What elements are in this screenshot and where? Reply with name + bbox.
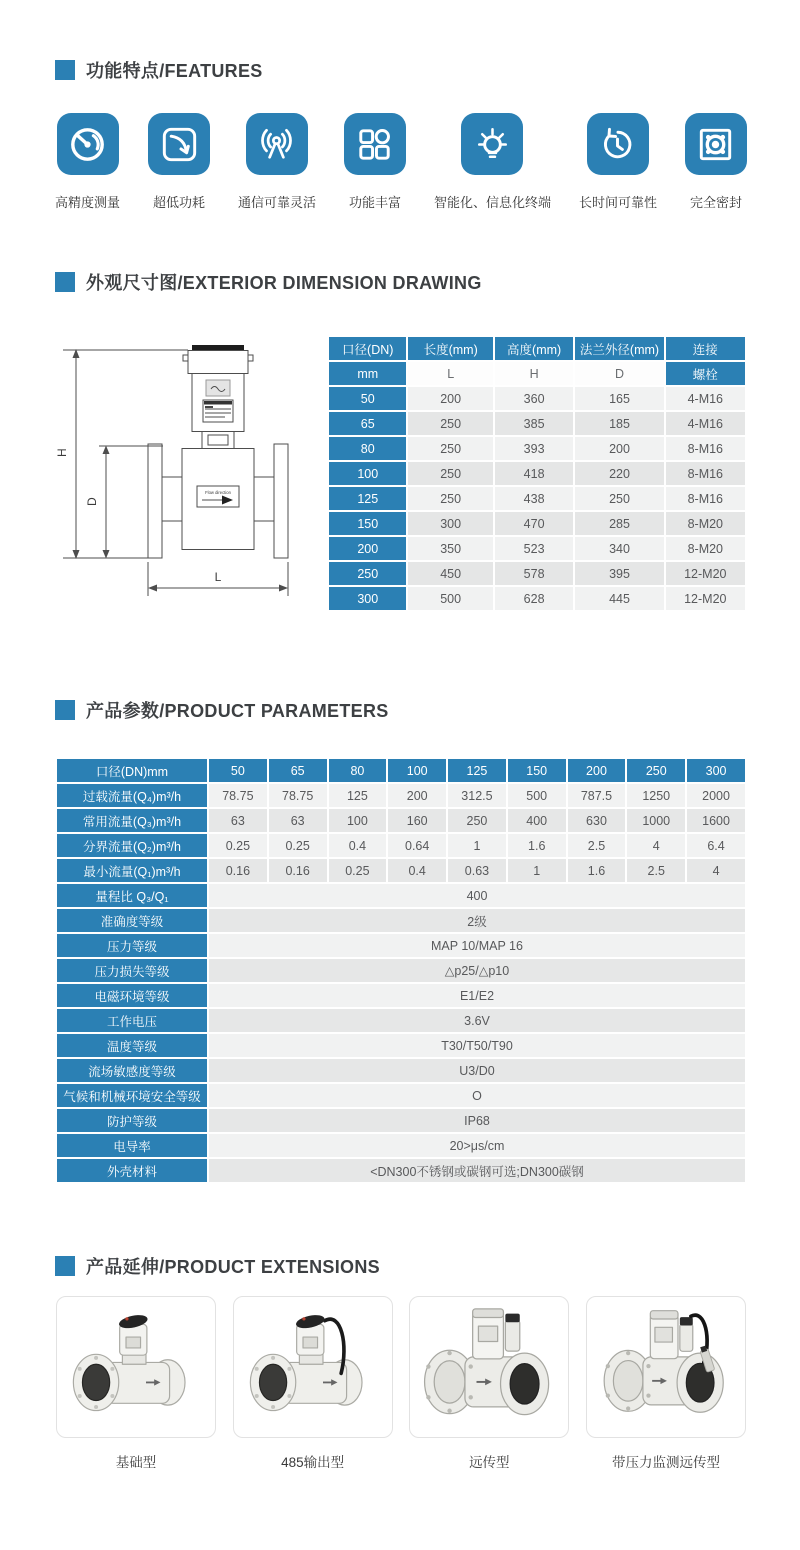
bolts-cell: 8-M16 [666, 437, 745, 460]
flow-cell: 125 [329, 784, 387, 807]
product-photo-frame [233, 1296, 393, 1438]
flow-cell: 2.5 [627, 859, 685, 882]
feature-item [238, 113, 316, 211]
spec-row-label: 流场敏感度等级 [57, 1059, 207, 1082]
header-cell: D [575, 362, 663, 385]
flow-cell: 1.6 [568, 859, 626, 882]
flow-cell: 6.4 [687, 834, 745, 857]
dn-header-cell: 300 [687, 759, 745, 782]
flow-cell: 0.4 [388, 859, 446, 882]
feature-item [344, 113, 406, 211]
flange-cell: 220 [575, 462, 663, 485]
parameters-section-header [55, 697, 389, 723]
spec-row-label: 防护等级 [57, 1109, 207, 1132]
header-cell: 法兰外径(mm) [575, 337, 663, 360]
flow-cell: 63 [269, 809, 327, 832]
dn-header-cell: 150 [508, 759, 566, 782]
feature-label: 通信可靠灵活 [237, 195, 316, 210]
product-card [232, 1296, 394, 1471]
bolts-cell: 8-M20 [666, 537, 745, 560]
feature-label: 超低功耗 [152, 195, 205, 210]
parameters-header-row [57, 759, 745, 782]
spec-row [57, 959, 745, 982]
section-bullet [55, 700, 75, 720]
flow-meter-remote-illustration [416, 1305, 562, 1430]
bolts-cell: 12-M20 [666, 562, 745, 585]
clock-refresh-icon [587, 113, 649, 175]
flow-row [57, 834, 745, 857]
height-cell: 393 [495, 437, 574, 460]
flow-row-label: 分界流量(Q₂)m³/h [57, 834, 207, 857]
dn-cell: 80 [329, 437, 406, 460]
bolts-cell: 4-M16 [666, 412, 745, 435]
diameter-header-cell: 口径(DN)mm [57, 759, 207, 782]
header-cell: 高度(mm) [495, 337, 574, 360]
flow-cell: 2000 [687, 784, 745, 807]
height-cell: 578 [495, 562, 574, 585]
flow-cell: 4 [627, 834, 685, 857]
flange-cell: 445 [575, 587, 663, 610]
bolts-cell: 8-M16 [666, 487, 745, 510]
flow-cell: 0.16 [209, 859, 267, 882]
bulb-icon [461, 113, 523, 175]
dn-header-cell: 80 [329, 759, 387, 782]
height-cell: 438 [495, 487, 574, 510]
flow-cell: 0.25 [209, 834, 267, 857]
height-cell: 418 [495, 462, 574, 485]
height-cell: 360 [495, 387, 574, 410]
extensions-row [55, 1296, 747, 1471]
spec-row-value: 400 [209, 884, 745, 907]
feature-label: 智能化、信息化终端 [433, 195, 551, 210]
feature-item [148, 113, 210, 211]
feature-item [579, 113, 657, 211]
dimension-table-row [329, 487, 745, 510]
dn-cell: 250 [329, 562, 406, 585]
spec-row [57, 1159, 745, 1182]
spec-row-value: △p25/△p10 [209, 959, 745, 982]
flow-cell: 312.5 [448, 784, 506, 807]
dn-cell: 125 [329, 487, 406, 510]
flow-cell: 500 [508, 784, 566, 807]
product-card [585, 1296, 747, 1471]
spec-row-value: 3.6V [209, 1009, 745, 1032]
flow-direction-label: Flow direction [205, 490, 231, 495]
low-power-icon [148, 113, 210, 175]
section-bullet [55, 60, 75, 80]
height-cell: 470 [495, 512, 574, 535]
dn-header-cell: 65 [269, 759, 327, 782]
spec-row-value: U3/D0 [209, 1059, 745, 1082]
spec-row-value: T30/T50/T90 [209, 1034, 745, 1057]
spec-row-value: 2级 [209, 909, 745, 932]
spec-row-label: 外壳材料 [57, 1159, 207, 1182]
feature-label: 高精度测量 [55, 195, 121, 210]
flow-cell: 78.75 [209, 784, 267, 807]
dn-header-cell: 250 [627, 759, 685, 782]
spec-row-value: E1/E2 [209, 984, 745, 1007]
spec-row [57, 1009, 745, 1032]
product-photo-frame [56, 1296, 216, 1438]
dn-cell: 65 [329, 412, 406, 435]
length-cell: 450 [408, 562, 492, 585]
bolts-cell: 12-M20 [666, 587, 745, 610]
spec-row-label: 压力等级 [57, 934, 207, 957]
dimension-table-row [329, 437, 745, 460]
length-cell: 350 [408, 537, 492, 560]
spec-row-value: IP68 [209, 1109, 745, 1132]
dimension-table-row [329, 512, 745, 535]
extensions-title: 产品延伸/PRODUCT EXTENSIONS [86, 1257, 380, 1277]
section-bullet [55, 1256, 75, 1276]
product-label: 远传型 [469, 1455, 510, 1470]
flange-cell: 200 [575, 437, 663, 460]
header-cell: 长度(mm) [408, 337, 492, 360]
spec-row [57, 1059, 745, 1082]
section-bullet [55, 272, 75, 292]
flow-meter-485-illustration [244, 1308, 382, 1426]
dn-cell: 50 [329, 387, 406, 410]
dn-header-cell: 200 [568, 759, 626, 782]
spec-row [57, 1134, 745, 1157]
dimension-table-row [329, 387, 745, 410]
sealed-icon [685, 113, 747, 175]
dn-cell: 200 [329, 537, 406, 560]
spec-row [57, 984, 745, 1007]
flow-row-label: 最小流量(Q₁)m³/h [57, 859, 207, 882]
header-cell: 连接 [666, 337, 745, 360]
flow-cell: 0.4 [329, 834, 387, 857]
flow-row [57, 784, 745, 807]
dn-header-cell: 50 [209, 759, 267, 782]
spec-row-value: 20>μs/cm [209, 1134, 745, 1157]
dimension-table-row [329, 462, 745, 485]
dn-cell: 300 [329, 587, 406, 610]
flow-row [57, 809, 745, 832]
height-cell: 628 [495, 587, 574, 610]
spec-row-label: 温度等级 [57, 1034, 207, 1057]
spec-row [57, 909, 745, 932]
dimension-table-row [329, 562, 745, 585]
dimension-table [327, 335, 747, 612]
length-cell: 250 [408, 437, 492, 460]
flow-row-label: 过载流量(Q₄)m³/h [57, 784, 207, 807]
flow-meter-pressure-remote-illustration [596, 1307, 736, 1427]
spec-row [57, 934, 745, 957]
header-cell: 螺栓 [666, 362, 745, 385]
flow-row [57, 859, 745, 882]
flow-cell: 2.5 [568, 834, 626, 857]
flow-cell: 4 [687, 859, 745, 882]
antenna-icon [246, 113, 308, 175]
length-cell: 250 [408, 487, 492, 510]
flow-cell: 630 [568, 809, 626, 832]
flow-meter-basic-illustration [67, 1308, 205, 1426]
dn-cell: 150 [329, 512, 406, 535]
flow-cell: 0.63 [448, 859, 506, 882]
spec-row-value: <DN300不锈钢或碳钢可选;DN300碳钢 [209, 1159, 745, 1182]
flow-cell: 1 [508, 859, 566, 882]
spec-row [57, 1109, 745, 1132]
dimensions-area [55, 326, 747, 618]
spec-row-value: O [209, 1084, 745, 1107]
flow-cell: 250 [448, 809, 506, 832]
feature-item [685, 113, 747, 211]
spec-row [57, 884, 745, 907]
features-section-header [55, 57, 263, 83]
flow-cell: 0.25 [329, 859, 387, 882]
flow-cell: 100 [329, 809, 387, 832]
spec-row-label: 量程比 Q₃/Q₁ [57, 884, 207, 907]
spec-row-value: MAP 10/MAP 16 [209, 934, 745, 957]
flow-cell: 78.75 [269, 784, 327, 807]
flow-cell: 0.25 [269, 834, 327, 857]
spec-row [57, 1034, 745, 1057]
feature-item [55, 113, 120, 211]
dim-label-l: L [214, 570, 222, 584]
feature-label: 长时间可靠性 [578, 195, 657, 210]
dimension-table-subheader-row [329, 362, 745, 385]
extensions-section-header [55, 1253, 380, 1279]
parameters-title: 产品参数/PRODUCT PARAMETERS [86, 701, 389, 721]
dn-header-cell: 100 [388, 759, 446, 782]
spec-row-label: 电导率 [57, 1134, 207, 1157]
bolts-cell: 4-M16 [666, 387, 745, 410]
flange-cell: 185 [575, 412, 663, 435]
dn-header-cell: 125 [448, 759, 506, 782]
length-cell: 500 [408, 587, 492, 610]
spec-row-label: 电磁环境等级 [57, 984, 207, 1007]
product-label: 485输出型 [281, 1455, 345, 1470]
spec-row-label: 压力损失等级 [57, 959, 207, 982]
dimensions-title: 外观尺寸图/EXTERIOR DIMENSION DRAWING [86, 273, 482, 293]
flange-cell: 250 [575, 487, 663, 510]
dimension-table-row [329, 537, 745, 560]
length-cell: 250 [408, 412, 492, 435]
dimension-table-row [329, 587, 745, 610]
bolts-cell: 8-M16 [666, 462, 745, 485]
modules-icon [344, 113, 406, 175]
dim-label-d: D [85, 497, 99, 506]
product-label: 基础型 [115, 1455, 157, 1470]
flow-cell: 0.64 [388, 834, 446, 857]
flange-cell: 395 [575, 562, 663, 585]
flow-cell: 0.16 [269, 859, 327, 882]
flow-cell: 1250 [627, 784, 685, 807]
flange-cell: 340 [575, 537, 663, 560]
header-cell: 口径(DN) [329, 337, 406, 360]
spec-row-label: 工作电压 [57, 1009, 207, 1032]
flow-row-label: 常用流量(Q₃)m³/h [57, 809, 207, 832]
spec-row-label: 气候和机械环境安全等级 [57, 1084, 207, 1107]
flange-cell: 165 [575, 387, 663, 410]
features-row [55, 113, 747, 211]
flow-cell: 1 [448, 834, 506, 857]
flow-cell: 1000 [627, 809, 685, 832]
flow-cell: 1.6 [508, 834, 566, 857]
parameters-table [55, 757, 747, 1184]
product-label: 带压力监测远传型 [611, 1455, 720, 1470]
header-cell: H [495, 362, 574, 385]
flange-cell: 285 [575, 512, 663, 535]
bolts-cell: 8-M20 [666, 512, 745, 535]
flow-cell: 160 [388, 809, 446, 832]
dimension-table-header-row [329, 337, 745, 360]
dim-label-h: H [55, 448, 69, 457]
length-cell: 250 [408, 462, 492, 485]
features-title: 功能特点/FEATURES [86, 61, 263, 81]
product-card [408, 1296, 570, 1471]
gauge-icon [57, 113, 119, 175]
dimensions-section-header [55, 269, 482, 295]
spec-row [57, 1084, 745, 1107]
length-cell: 200 [408, 387, 492, 410]
flow-cell: 1600 [687, 809, 745, 832]
flow-meter-dimension-drawing [55, 326, 327, 618]
spec-row-label: 准确度等级 [57, 909, 207, 932]
product-photo-frame [409, 1296, 569, 1438]
flow-cell: 63 [209, 809, 267, 832]
flow-cell: 200 [388, 784, 446, 807]
feature-label: 完全密封 [689, 195, 742, 210]
height-cell: 385 [495, 412, 574, 435]
feature-label: 功能丰富 [348, 195, 401, 210]
flow-cell: 400 [508, 809, 566, 832]
length-cell: 300 [408, 512, 492, 535]
height-cell: 523 [495, 537, 574, 560]
dn-cell: 100 [329, 462, 406, 485]
dimension-table-row [329, 412, 745, 435]
header-cell: L [408, 362, 492, 385]
flow-cell: 787.5 [568, 784, 626, 807]
feature-item [434, 113, 551, 211]
product-card [55, 1296, 217, 1471]
header-cell: mm [329, 362, 406, 385]
product-photo-frame [586, 1296, 746, 1438]
